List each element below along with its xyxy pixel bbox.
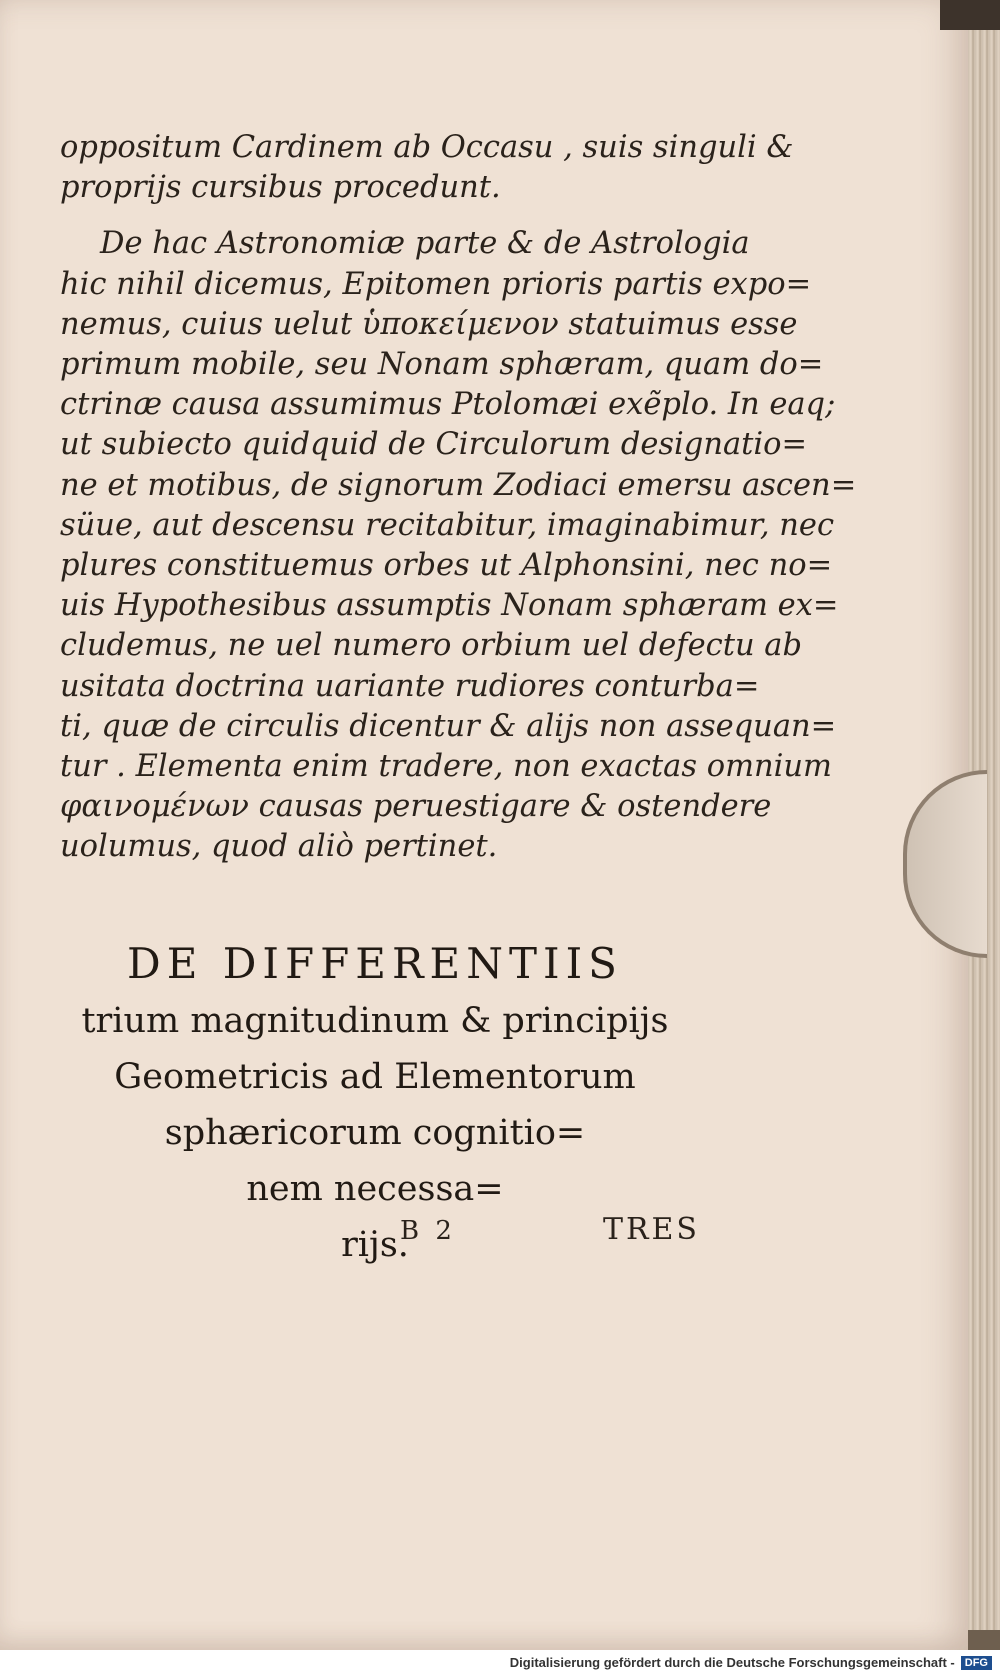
heading-line: DE DIFFERENTIIS (127, 939, 623, 988)
text-line: plures constituemus orbes ut Alphonsini, nec no= (60, 548, 833, 584)
text-line: proprijs cursibus procedunt. (60, 170, 501, 206)
signature-mark: B 2 (400, 1216, 456, 1246)
text-line: uis Hypothesibus assumptis Nonam sphæram ex= (60, 588, 839, 624)
body-text (60, 128, 857, 868)
catchword: TRES (602, 1212, 700, 1247)
text-line: ti, quæ de circulis dicentur & alijs non assequan= (60, 708, 837, 744)
text-line: primum mobile, seu Nonam sphæram, quam do= (60, 347, 824, 383)
text-line: oppositum Cardinem ab Occasu , suis singuli & (60, 130, 794, 165)
page-signature (400, 1212, 700, 1247)
dfg-logo: DFG (961, 1656, 992, 1670)
heading-line: sphæricorum cognitio= (164, 1113, 586, 1153)
heading-line: rijs. (341, 1225, 409, 1265)
text-line: De hac Astronomiæ parte & de Astrologia (100, 226, 750, 262)
text-line: cludemus, ne uel numero orbium uel defectu ab (60, 628, 803, 664)
text-line: ne et motibus, de signorum Zodiaci emersu ascen= (60, 467, 857, 503)
heading-line: nem necessa= (246, 1169, 504, 1209)
heading-line: trium magnitudinum & principijs (81, 1001, 669, 1041)
text-line: nemus, cuius uelut ὑποκείμενον statuimus esse (60, 306, 798, 342)
footer-credit: Digitalisierung gefördert durch die Deutsche Forschungsgemeinschaft - (509, 1655, 955, 1670)
text-line: ctrinæ causa assumimus Ptolomæi exẽplo. In eaq; (60, 387, 836, 423)
digitization-footer (0, 1650, 1000, 1675)
scan-corner (940, 0, 1000, 30)
text-line: φαινομένων causas peruestigare & ostendere (60, 789, 772, 825)
text-line: ut subiecto quidquid de Circulorum designatio= (60, 427, 808, 463)
heading-line: Geometricis ad Elementorum (114, 1057, 636, 1097)
text-line: uolumus, quod aliò pertinet. (60, 829, 498, 865)
text-line: süue, aut descensu recitabitur, imaginabimur, nec (60, 507, 835, 543)
text-line: tur . Elementa enim tradere, non exactas omnium (60, 749, 832, 785)
text-line: hic nihil dicemus, Epitomen prioris partis expo= (60, 266, 812, 302)
text-line: usitata doctrina uariante rudiores conturba= (60, 668, 760, 704)
